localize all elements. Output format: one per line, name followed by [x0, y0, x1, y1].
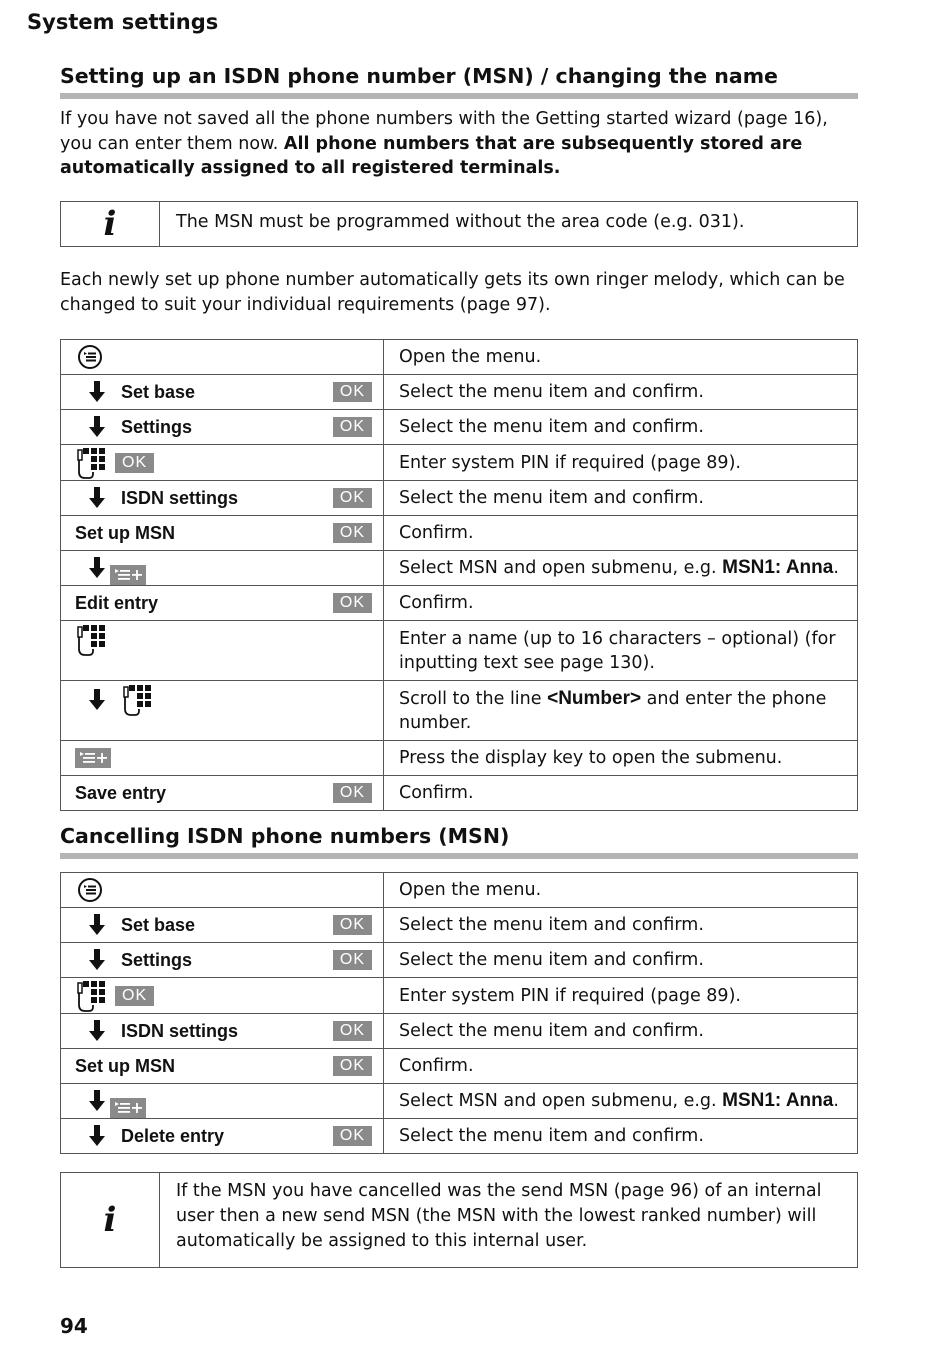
ok-key: OK [333, 1126, 372, 1146]
menu-key-icon [77, 877, 103, 903]
menu-item-label: ISDN settings [121, 487, 239, 508]
step-description: Select the menu item and confirm. [384, 375, 858, 410]
table-row [61, 1084, 858, 1119]
step-description: Select the menu item and confirm. [384, 410, 858, 445]
menu-item-label: Delete entry [121, 1125, 225, 1146]
section-title-rule [60, 853, 858, 859]
keypad-icon [75, 979, 109, 1013]
down-arrow-icon [85, 416, 109, 438]
ok-key: OK [333, 593, 372, 613]
table-row [61, 621, 858, 681]
down-arrow-icon [85, 914, 109, 936]
menu-item-label: Settings [121, 949, 193, 970]
step-description-tail: . [833, 558, 839, 578]
ok-key: OK [333, 417, 372, 437]
table-row [61, 410, 858, 445]
msn-example: MSN1: Anna [722, 1090, 834, 1111]
down-arrow-icon [85, 1020, 109, 1042]
msn-example: MSN1: Anna [722, 557, 834, 578]
down-arrow-icon [85, 1125, 109, 1147]
step-description: Enter system PIN if required (page 89). [384, 445, 858, 481]
menu-item-label: Set base [121, 381, 196, 402]
table-row [61, 551, 858, 586]
menu-item-label: Set base [121, 914, 196, 935]
menu-item-label: Set up MSN [75, 522, 176, 543]
page-number: 94 [60, 1314, 88, 1338]
section-title-text: Cancelling ISDN phone numbers (MSN) [60, 824, 510, 848]
down-arrow-icon [85, 1090, 109, 1112]
intro-normal-text: If you have not saved all the phone numbers with the Getting started wizard (page 16), you can enter them now. [60, 109, 828, 154]
table-row [61, 340, 858, 375]
step-description: Select the menu item and confirm. [384, 481, 858, 516]
step-description: Enter a name (up to 16 characters – optional) (for inputting text see page 130). [384, 621, 858, 681]
table-row [61, 481, 858, 516]
ok-key: OK [115, 986, 154, 1006]
steps-table-cancel [60, 872, 858, 1154]
ok-key: OK [115, 453, 154, 473]
intro-paragraph [60, 107, 860, 181]
step-description: Select the menu item and confirm. [384, 908, 858, 943]
step-description: Select the menu item and confirm. [384, 1119, 858, 1154]
ok-key: OK [333, 382, 372, 402]
submenu-key-icon [110, 1098, 146, 1118]
table-row [61, 1049, 858, 1084]
menu-item-label: ISDN settings [121, 1020, 239, 1041]
section-title-cancel-msn [60, 824, 858, 848]
step-description: Press the display key to open the submenu. [384, 741, 858, 776]
step-description: Select the menu item and confirm. [384, 1014, 858, 1049]
steps-table-setup [60, 339, 858, 811]
keypad-icon [75, 623, 109, 657]
info-note-send-msn [60, 1172, 858, 1268]
section-title-rule [60, 93, 858, 99]
menu-item-label: Edit entry [75, 592, 159, 613]
intro-bold-text: All phone numbers that are subsequently stored are automatically assigned to all registered terminals. [60, 133, 803, 178]
down-arrow-icon [85, 487, 109, 509]
table-row [61, 943, 858, 978]
down-arrow-icon [85, 557, 109, 579]
section-title-setup-msn [60, 64, 858, 88]
menu-item-label: Settings [121, 416, 193, 437]
info-note-text: The MSN must be programmed without the area code (e.g. 031). [176, 212, 745, 232]
table-row [61, 1119, 858, 1154]
step-description-tail: . [833, 1091, 839, 1111]
step-description [384, 681, 858, 741]
info-note-text: If the MSN you have cancelled was the send MSN (page 96) of an internal user then a new send MSN (the MSN with the lowest ranked number) will automatically be assigned to this internal user. [176, 1181, 822, 1251]
section-title-text: Setting up an ISDN phone number (MSN) / changing the name [60, 64, 778, 88]
ok-key: OK [333, 915, 372, 935]
down-arrow-icon [85, 689, 109, 711]
table-row [61, 741, 858, 776]
menu-item-label: Save entry [75, 782, 167, 803]
info-icon: i [61, 1173, 160, 1267]
table-row [61, 978, 858, 1014]
menu-item-label: Set up MSN [75, 1055, 176, 1076]
step-description: Open the menu. [384, 873, 858, 908]
table-row [61, 375, 858, 410]
step-description-text: Select MSN and open submenu, e.g. [399, 558, 723, 578]
submenu-key-icon [75, 748, 111, 768]
table-row [61, 1014, 858, 1049]
down-arrow-icon [85, 949, 109, 971]
info-icon: i [61, 202, 160, 246]
table-row [61, 776, 858, 811]
ringer-paragraph: Each newly set up phone number automatically gets its own ringer melody, which can be changed to suit your individual requirements (page 97). [60, 270, 845, 315]
submenu-key-icon [110, 565, 146, 585]
table-row [61, 516, 858, 551]
keypad-icon [121, 683, 155, 717]
step-description: Select the menu item and confirm. [384, 943, 858, 978]
step-description-tail: and enter the phone number. [399, 688, 827, 733]
step-description: Enter system PIN if required (page 89). [384, 978, 858, 1014]
table-row [61, 908, 858, 943]
ok-key: OK [333, 1056, 372, 1076]
step-description: Confirm. [384, 776, 858, 811]
step-description: Open the menu. [384, 340, 858, 375]
step-description: Confirm. [384, 516, 858, 551]
number-line-label: <Number> [547, 687, 642, 709]
table-row [61, 873, 858, 908]
ok-key: OK [333, 523, 372, 543]
menu-key-icon [77, 344, 103, 370]
keypad-icon [75, 446, 109, 480]
step-description: Confirm. [384, 586, 858, 621]
table-row [61, 445, 858, 481]
ok-key: OK [333, 783, 372, 803]
step-description-text: Scroll to the line [399, 688, 548, 709]
down-arrow-icon [85, 381, 109, 403]
step-description [384, 1084, 858, 1119]
info-note-area-code [60, 201, 858, 247]
running-head: System settings [27, 10, 219, 34]
step-description-text: Select MSN and open submenu, e.g. [399, 1091, 723, 1111]
ok-key: OK [333, 488, 372, 508]
step-description: Confirm. [384, 1049, 858, 1084]
step-description [384, 551, 858, 586]
ok-key: OK [333, 950, 372, 970]
ok-key: OK [333, 1021, 372, 1041]
table-row [61, 681, 858, 741]
table-row [61, 586, 858, 621]
